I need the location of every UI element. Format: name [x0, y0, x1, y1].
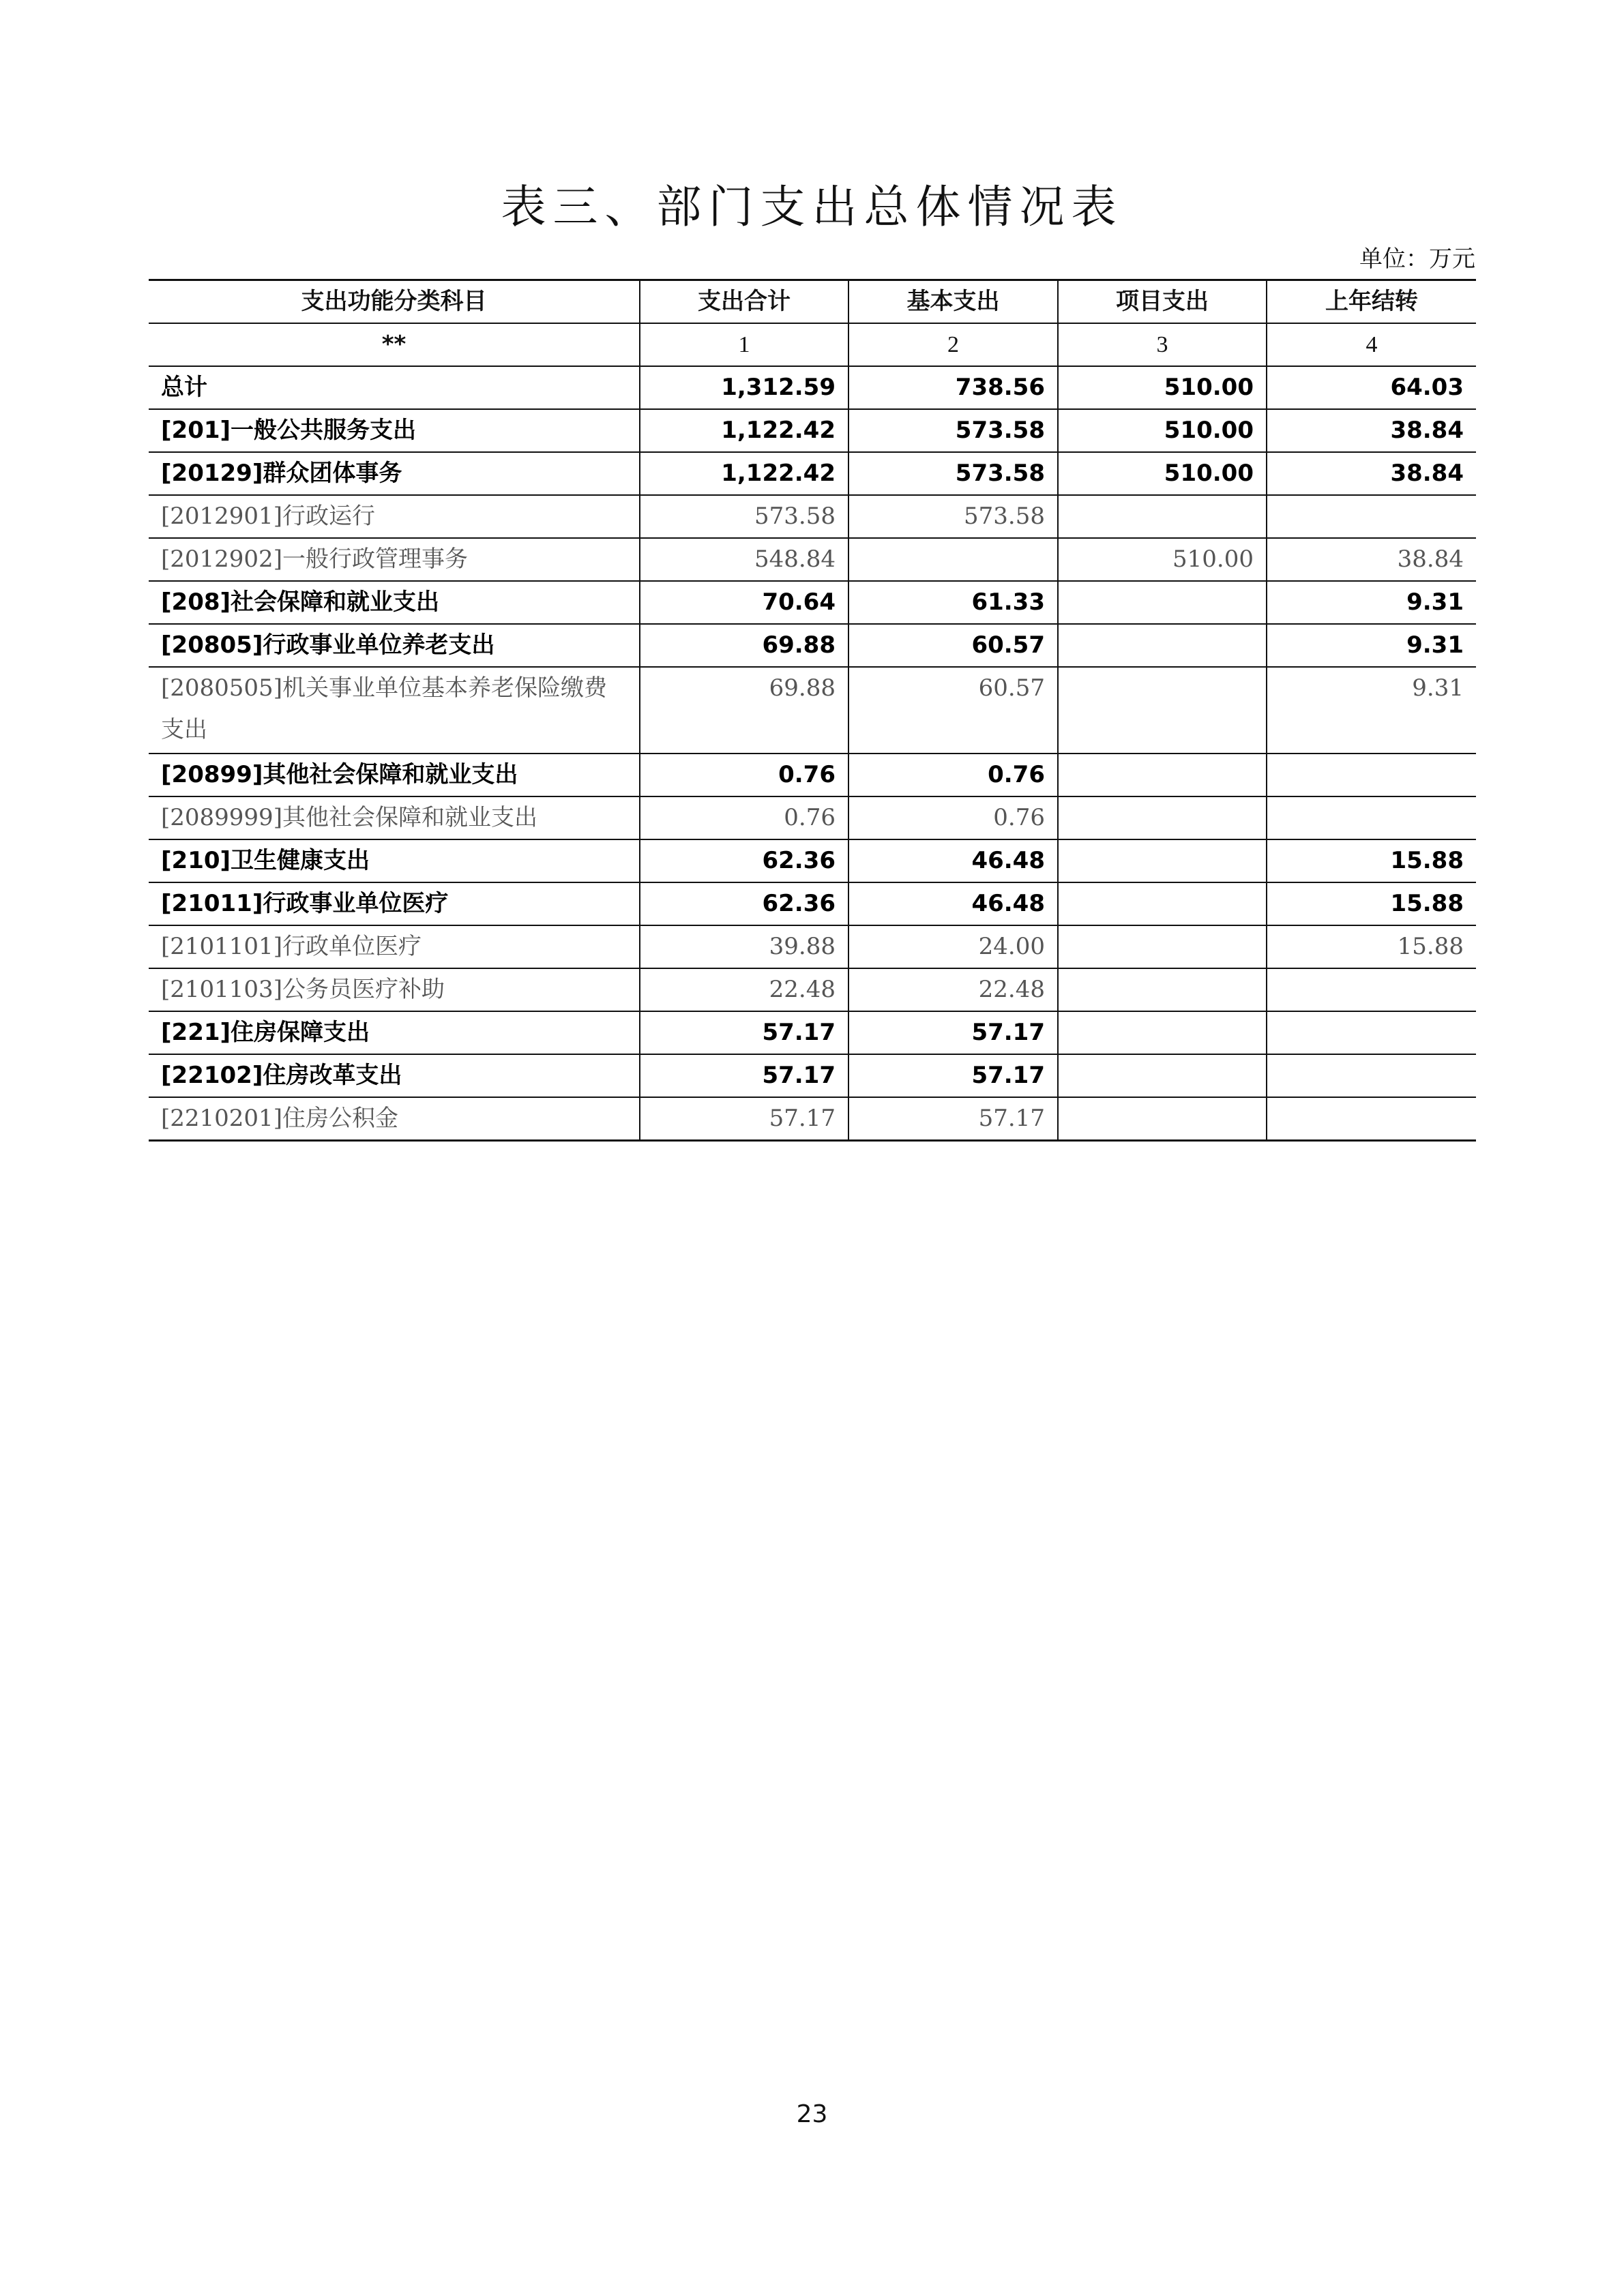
- index-cell: **: [149, 323, 640, 366]
- row-carryover: 38.84: [1267, 538, 1476, 581]
- row-project: [1058, 581, 1267, 624]
- row-carryover: [1267, 796, 1476, 839]
- header-carryover: 上年结转: [1267, 280, 1476, 324]
- row-basic: 573.58: [848, 452, 1058, 495]
- row-basic: 0.76: [848, 796, 1058, 839]
- row-total: 39.88: [640, 925, 848, 968]
- row-project: 510.00: [1058, 538, 1267, 581]
- row-basic: 0.76: [848, 754, 1058, 796]
- table-row: [149, 495, 1476, 538]
- table-row: [149, 1011, 1476, 1054]
- row-carryover: 15.88: [1267, 925, 1476, 968]
- row-project: [1058, 796, 1267, 839]
- row-basic: [848, 538, 1058, 581]
- header-total: 支出合计: [640, 280, 848, 324]
- row-basic: 573.58: [848, 409, 1058, 452]
- row-name: [21011]行政事业单位医疗: [149, 882, 640, 925]
- row-carryover: 38.84: [1267, 409, 1476, 452]
- row-carryover: [1267, 495, 1476, 538]
- table-row: [149, 754, 1476, 796]
- row-project: [1058, 624, 1267, 667]
- row-name: [2101101]行政单位医疗: [149, 925, 640, 968]
- row-total: 1,312.59: [640, 366, 848, 409]
- table-row: [149, 452, 1476, 495]
- row-basic: 57.17: [848, 1054, 1058, 1097]
- expenditure-table: [149, 279, 1476, 1142]
- row-project: 510.00: [1058, 452, 1267, 495]
- row-carryover: 38.84: [1267, 452, 1476, 495]
- header-category: 支出功能分类科目: [149, 280, 640, 324]
- row-basic: 22.48: [848, 968, 1058, 1011]
- index-cell: 1: [640, 323, 848, 366]
- row-total: 1,122.42: [640, 409, 848, 452]
- row-name: [2089999]其他社会保障和就业支出: [149, 796, 640, 839]
- row-name: [2012902]一般行政管理事务: [149, 538, 640, 581]
- row-name: [2012901]行政运行: [149, 495, 640, 538]
- row-name: [22102]住房改革支出: [149, 1054, 640, 1097]
- table-row: [149, 581, 1476, 624]
- row-basic: 46.48: [848, 839, 1058, 882]
- row-project: [1058, 968, 1267, 1011]
- row-project: [1058, 495, 1267, 538]
- table-row: [149, 968, 1476, 1011]
- row-project: [1058, 1054, 1267, 1097]
- row-carryover: [1267, 968, 1476, 1011]
- row-name: [20805]行政事业单位养老支出: [149, 624, 640, 667]
- row-project: [1058, 882, 1267, 925]
- row-total: 22.48: [640, 968, 848, 1011]
- table-row: [149, 366, 1476, 409]
- index-cell: 4: [1267, 323, 1476, 366]
- row-total: 69.88: [640, 667, 848, 754]
- row-name: [210]卫生健康支出: [149, 839, 640, 882]
- table-row: [149, 667, 1476, 754]
- row-project: [1058, 925, 1267, 968]
- table-row: [149, 538, 1476, 581]
- row-basic: 46.48: [848, 882, 1058, 925]
- table-row: [149, 925, 1476, 968]
- row-basic: 57.17: [848, 1097, 1058, 1141]
- row-carryover: 9.31: [1267, 581, 1476, 624]
- row-project: [1058, 667, 1267, 754]
- row-project: [1058, 1097, 1267, 1141]
- row-total: 62.36: [640, 882, 848, 925]
- row-name: 总计: [149, 366, 640, 409]
- row-total: 0.76: [640, 754, 848, 796]
- row-total: 69.88: [640, 624, 848, 667]
- row-name: [201]一般公共服务支出: [149, 409, 640, 452]
- row-basic: 57.17: [848, 1011, 1058, 1054]
- row-project: [1058, 839, 1267, 882]
- table-row: [149, 409, 1476, 452]
- header-basic: 基本支出: [848, 280, 1058, 324]
- row-total: 57.17: [640, 1097, 848, 1141]
- row-total: 62.36: [640, 839, 848, 882]
- table-row: [149, 1054, 1476, 1097]
- index-cell: 3: [1058, 323, 1267, 366]
- row-name: [20129]群众团体事务: [149, 452, 640, 495]
- row-total: 0.76: [640, 796, 848, 839]
- page-title: 表三、部门支出总体情况表: [501, 181, 1123, 233]
- row-total: 70.64: [640, 581, 848, 624]
- row-basic: 60.57: [848, 667, 1058, 754]
- row-carryover: [1267, 1011, 1476, 1054]
- row-carryover: 15.88: [1267, 839, 1476, 882]
- row-carryover: 15.88: [1267, 882, 1476, 925]
- row-carryover: 9.31: [1267, 624, 1476, 667]
- row-project: [1058, 754, 1267, 796]
- row-project: 510.00: [1058, 366, 1267, 409]
- table-row: [149, 1097, 1476, 1141]
- row-name: [2101103]公务员医疗补助: [149, 968, 640, 1011]
- row-name: [20899]其他社会保障和就业支出: [149, 754, 640, 796]
- table-row: [149, 796, 1476, 839]
- row-total: 57.17: [640, 1011, 848, 1054]
- row-name: [2080505]机关事业单位基本养老保险缴费支出: [149, 667, 640, 754]
- row-carryover: 9.31: [1267, 667, 1476, 754]
- index-row: [149, 323, 1476, 366]
- row-basic: 24.00: [848, 925, 1058, 968]
- row-project: [1058, 1011, 1267, 1054]
- row-carryover: 64.03: [1267, 366, 1476, 409]
- row-total: 548.84: [640, 538, 848, 581]
- row-basic: 60.57: [848, 624, 1058, 667]
- row-carryover: [1267, 1054, 1476, 1097]
- index-cell: 2: [848, 323, 1058, 366]
- row-basic: 738.56: [848, 366, 1058, 409]
- row-carryover: [1267, 754, 1476, 796]
- table-row: [149, 839, 1476, 882]
- row-name: [221]住房保障支出: [149, 1011, 640, 1054]
- row-carryover: [1267, 1097, 1476, 1141]
- row-total: 1,122.42: [640, 452, 848, 495]
- row-name: [2210201]住房公积金: [149, 1097, 640, 1141]
- row-basic: 573.58: [848, 495, 1058, 538]
- header-row: [149, 280, 1476, 324]
- table-row: [149, 882, 1476, 925]
- row-project: 510.00: [1058, 409, 1267, 452]
- row-total: 573.58: [640, 495, 848, 538]
- row-total: 57.17: [640, 1054, 848, 1097]
- row-basic: 61.33: [848, 581, 1058, 624]
- unit-label: 单位：万元: [1359, 245, 1475, 273]
- table-row: [149, 624, 1476, 667]
- page-number: 23: [796, 2100, 828, 2128]
- header-project: 项目支出: [1058, 280, 1267, 324]
- row-name: [208]社会保障和就业支出: [149, 581, 640, 624]
